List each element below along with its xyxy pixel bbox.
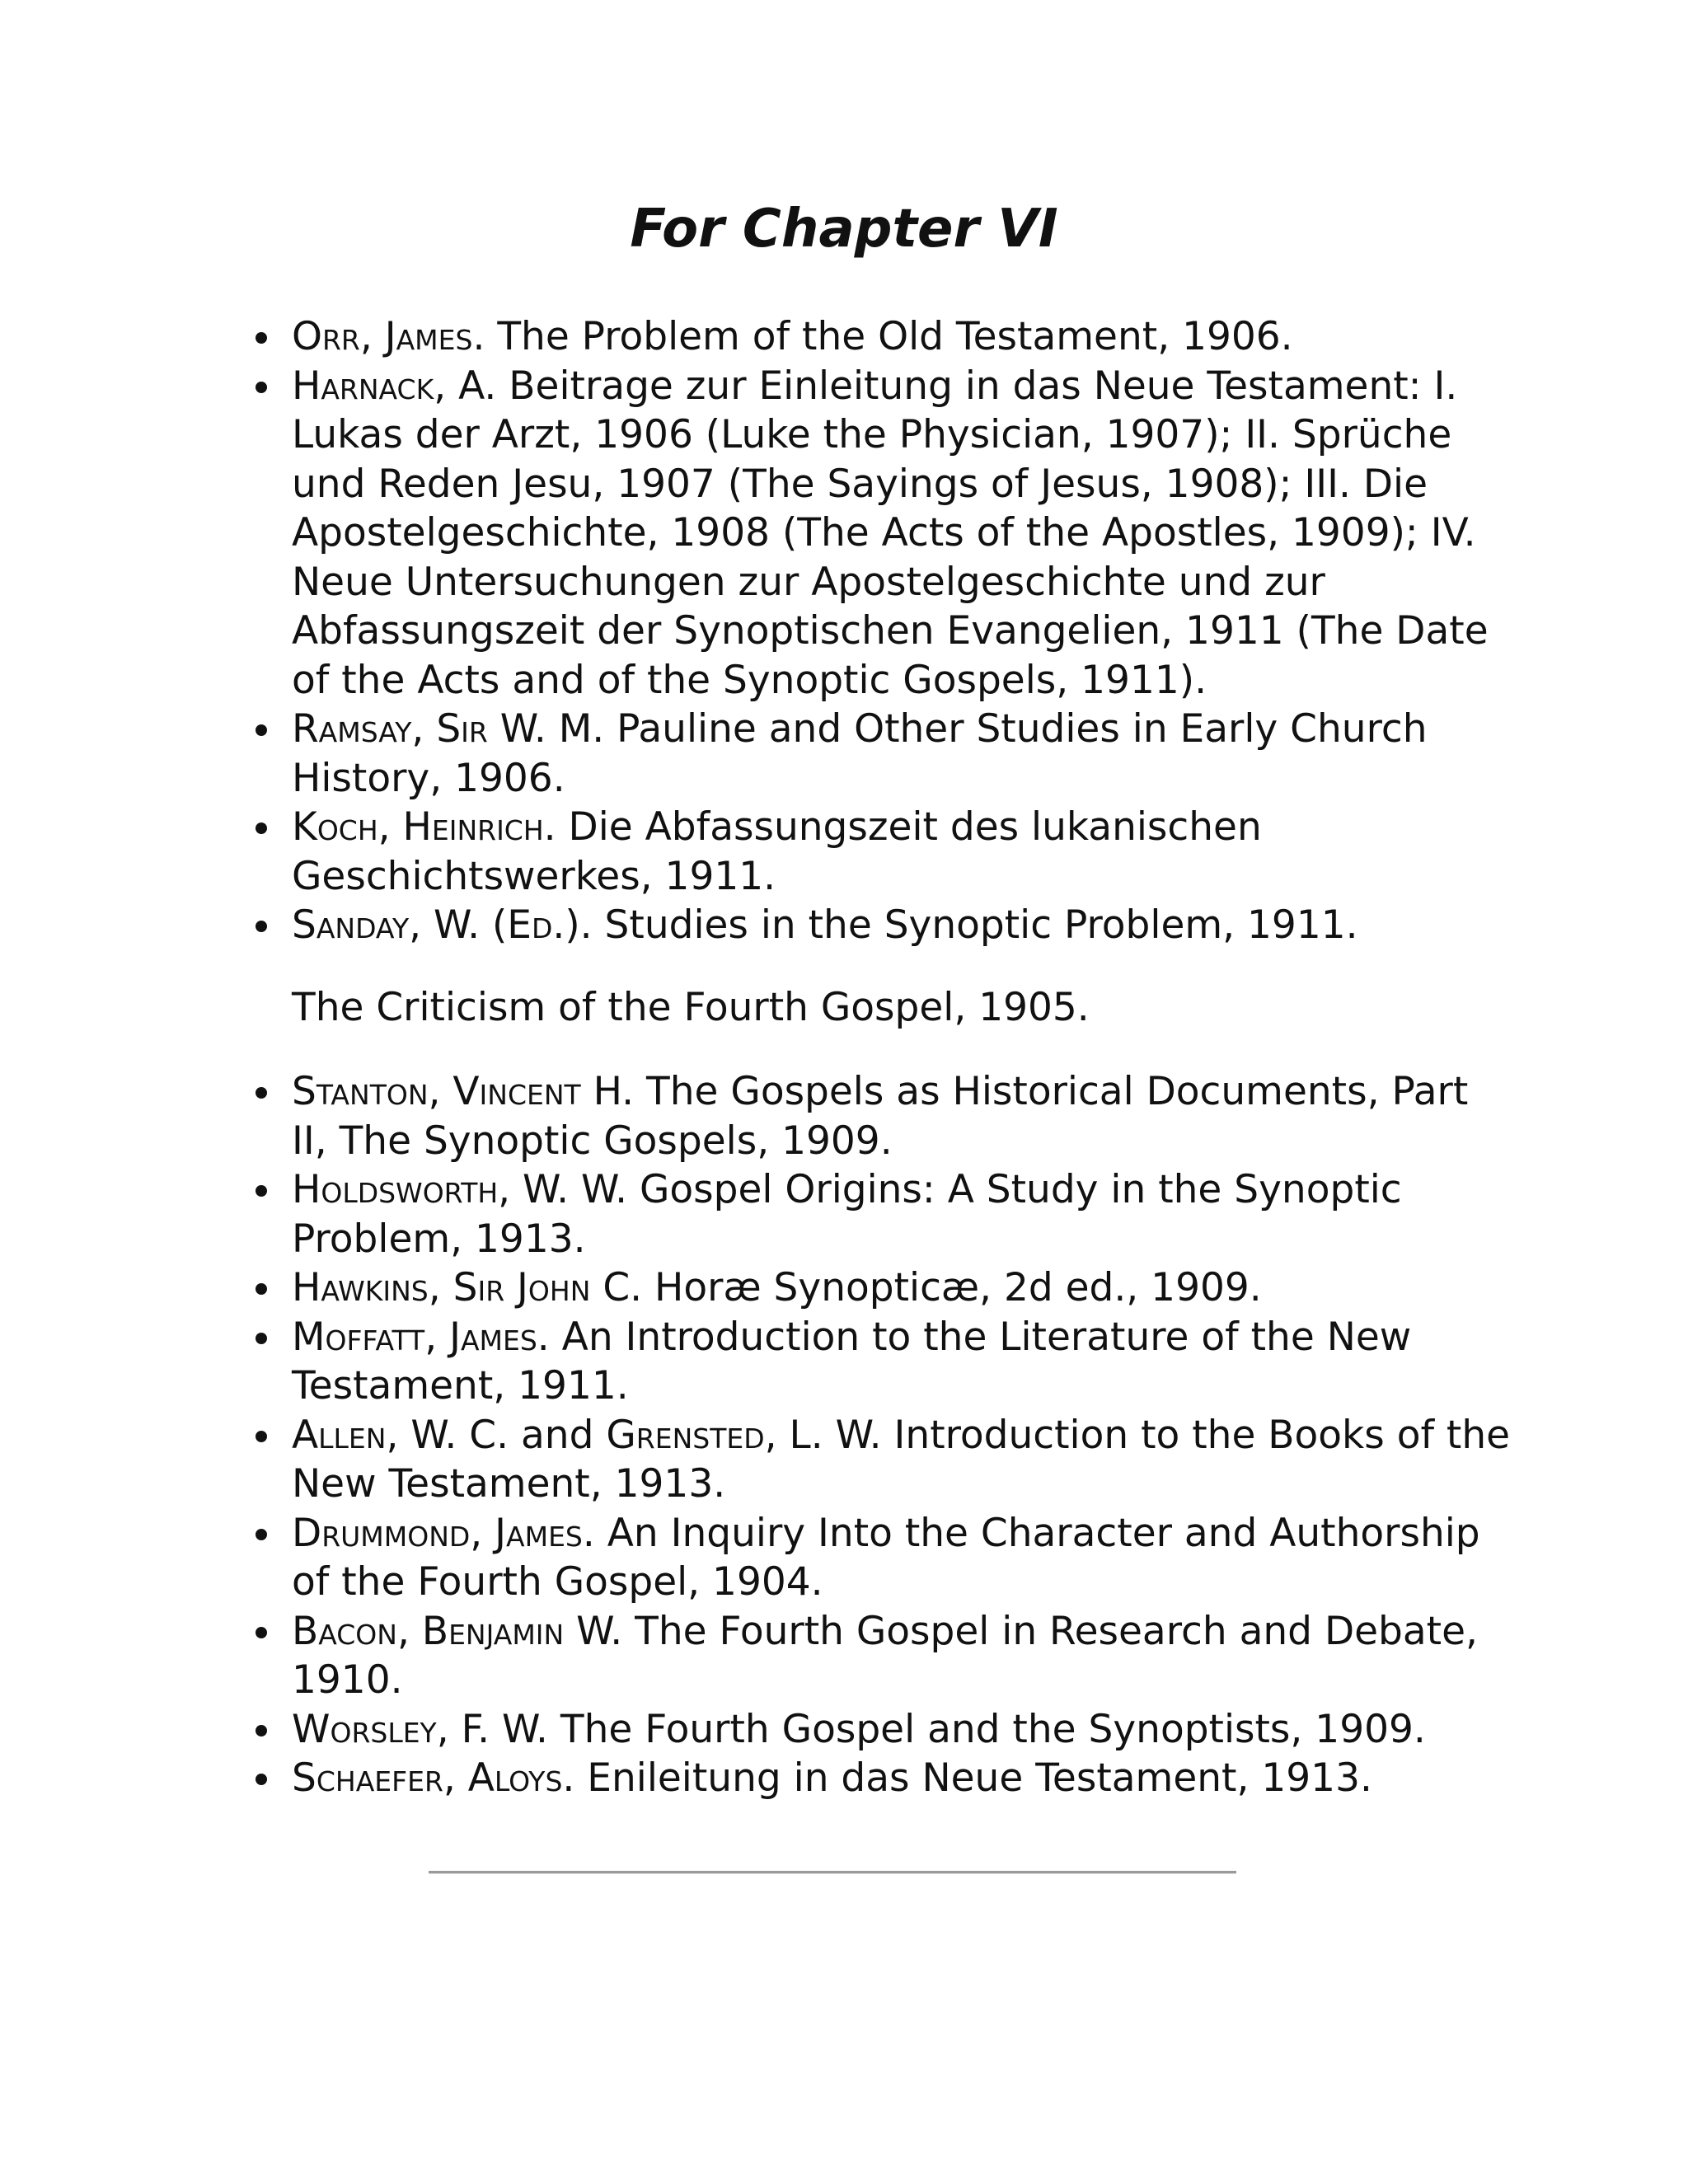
entry-text: . The Problem of the Old Testament, 1906. <box>472 314 1293 359</box>
entry-author: Moffatt, James <box>292 1314 537 1360</box>
bibliography-entry-harnack <box>292 362 1512 705</box>
entry-author: Sanday <box>292 902 410 948</box>
entry-text: . Die Abfassungszeit des lukanischen Geschichtswerkes, 1911. <box>292 804 1262 899</box>
entry-text: , F. W. The Fourth Gospel and the Synoptists, 1909. <box>436 1706 1426 1752</box>
bibliography-list-first <box>249 312 1512 950</box>
entry-text: , W. ( <box>409 902 508 948</box>
entry-author: Allen <box>292 1412 387 1458</box>
entry-author: Holdsworth <box>292 1167 499 1212</box>
entry-text: . Enileitung in das Neue Testament, 1913. <box>562 1755 1372 1801</box>
entry-text: , W. W. Gospel Origins: A Study in the Synoptic Problem, 1913. <box>292 1167 1402 1262</box>
entry-text: W. M. Pauline and Other Studies in Early Church History, 1906. <box>292 706 1428 801</box>
bibliography-entry-moffatt <box>292 1313 1512 1411</box>
entry-text-continued: ). Studies in the Synoptic Problem, 1911. <box>565 902 1358 948</box>
bibliography-entry-stanton <box>292 1067 1512 1165</box>
bibliography-entry-schaefer <box>292 1754 1512 1803</box>
entry-author: Koch, Heinrich <box>292 804 544 850</box>
entry-coauthor: Grensted <box>606 1412 765 1458</box>
bibliography-entry-ramsay <box>292 705 1512 803</box>
bibliography-entry-sanday <box>292 901 1512 950</box>
entry-text-continued: , L. W. Introduction to the Books of the New Testament, 1913. <box>292 1412 1511 1507</box>
bibliography-entry-orr <box>292 312 1512 362</box>
entry-text: , A. Beitrage zur Einleitung in das Neue Testament: I. Lukas der Arzt, 1906 (Luke the Physician, 1907); II. Sprüche und Reden Jesu, 1907 (The Sayings of Jesus, 1908); III. Die Apostelgeschichte, 1908 (The Acts of the Apostles, 1909); IV. Neue Untersuchungen zur Apostelgeschichte und zur Abfassungszeit der Synoptischen Evangelien, 1911 (The Date of the Acts and of the Synoptic Gospels, 1911). <box>292 363 1489 703</box>
entry-author: Harnack <box>292 363 434 409</box>
entry-editor-abbrev: Ed. <box>507 902 565 948</box>
bibliography-entry-drummond <box>292 1509 1512 1607</box>
entry-text: , W. C. and <box>386 1412 607 1458</box>
entry-author: Schaefer, Aloys <box>292 1755 563 1801</box>
bibliography-entry-worsley <box>292 1705 1512 1755</box>
bibliography-entry-holdsworth <box>292 1165 1512 1263</box>
bibliography-entry-koch <box>292 803 1512 901</box>
entry-text: . An Introduction to the Literature of the New Testament, 1911. <box>292 1314 1412 1408</box>
entry-author: Hawkins, Sir John <box>292 1265 591 1310</box>
entry-text: . An Inquiry Into the Character and Authorship of the Fourth Gospel, 1904. <box>292 1510 1480 1605</box>
entry-text: W. The Fourth Gospel in Research and Debate, 1910. <box>292 1608 1478 1703</box>
entry-author: Orr, James <box>292 314 473 359</box>
bibliography-entry-allen <box>292 1411 1512 1509</box>
chapter-heading: For Chapter VI <box>630 199 1058 260</box>
bibliography-list-second <box>249 1067 1512 1803</box>
entry-author: Stanton, Vincent <box>292 1069 581 1114</box>
entry-text: H. The Gospels as Historical Documents, Part II, The Synoptic Gospels, 1909. <box>292 1069 1469 1164</box>
continuation-paragraph: The Criticism of the Fourth Gospel, 1905. <box>292 985 1090 1030</box>
entry-author: Bacon, Benjamin <box>292 1608 565 1654</box>
entry-author: Worsley <box>292 1706 437 1752</box>
entry-author: Ramsay, Sir <box>292 706 488 752</box>
entry-text: C. Horæ Synopticæ, 2d ed., 1909. <box>590 1265 1262 1310</box>
entry-author: Drummond, James <box>292 1510 583 1556</box>
bibliography-entry-bacon <box>292 1607 1512 1705</box>
horizontal-divider <box>429 1871 1236 1874</box>
bibliography-entry-hawkins <box>292 1263 1512 1313</box>
